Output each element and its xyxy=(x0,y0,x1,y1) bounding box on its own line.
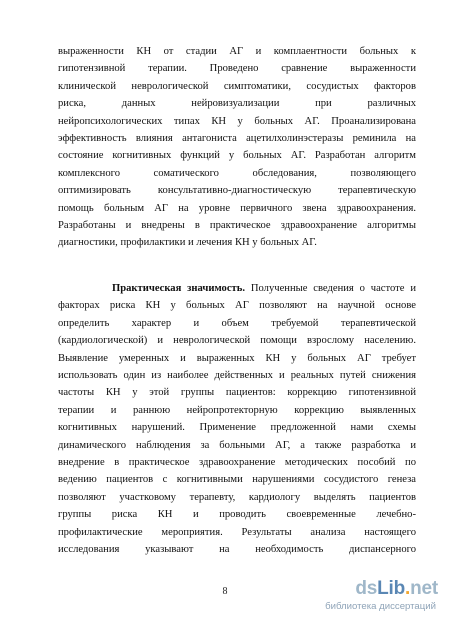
text-line: состояние когнитивных функций у больных АГ. Разработан алгоритм xyxy=(58,150,416,162)
text-line: внедрение в практическое здравоохранение методических пособий по xyxy=(58,457,416,469)
text-line: позволяют участковому терапевту, кардиологу выделять пациентов xyxy=(58,491,416,503)
section-heading: Практическая значимость. xyxy=(112,283,246,294)
text-line: динамического наблюдения за больными АГ, а также разработка и xyxy=(58,439,416,451)
text-line: клинической неврологической симптоматики, сосудистых факторов xyxy=(58,80,416,92)
text-line: группы риска КН и проводить своевременные лечебно- xyxy=(58,509,416,521)
watermark xyxy=(298,578,438,618)
text-fragment: Полученные сведения о частоте и xyxy=(250,283,416,294)
text-line: определить характер и объем требуемой терапевтической xyxy=(58,317,416,329)
text-line: (кардиологической) и неврологической помощи взрослому населению. xyxy=(58,335,416,347)
logo-net: net xyxy=(410,578,438,599)
logo-ds: ds xyxy=(355,578,378,599)
text-line: помощь больным АГ на уровне первичного звена здравоохранения. xyxy=(58,202,416,214)
paragraph-2 xyxy=(58,280,416,559)
text-line: исследования указывают на необходимость диспансерного xyxy=(58,544,416,556)
text-line-first xyxy=(58,280,416,297)
text-line: использовать один из наиболее действенных и реальных путей снижения xyxy=(58,370,416,382)
text-line: ведению пациентов с когнитивными нарушениями сосудистого генеза xyxy=(58,474,416,486)
text-line: эффективность влияния антагониста ацетилхолинэстеразы реминила на xyxy=(58,133,416,145)
text-line: комплексного соматического обследования, позволяющего xyxy=(58,167,416,179)
text-line: частоты КН у этой группы пациентов: коррекцию гипотензивной xyxy=(58,387,416,399)
text-line: диагностики, профилактики и лечения КН у больных АГ. xyxy=(58,237,317,249)
text-line: терапии и раннюю нейропротекторную коррекцию выявленных xyxy=(58,404,416,416)
text-line: когнитивных нарушений. Применение предложенной нами схемы xyxy=(58,422,416,434)
text-line: риска, данных нейровизуализации при различных xyxy=(58,98,416,110)
page-number: 8 xyxy=(222,586,228,597)
text-line: факторах риска КН у больных АГ позволяют на научной основе xyxy=(58,300,416,312)
watermark-logo xyxy=(355,578,438,600)
logo-lib: Lib xyxy=(377,578,405,599)
text-line: выраженности КН от стадии АГ и комплаентности больных к xyxy=(58,46,416,57)
text-line: Разработаны и внедрены в практическое здравоохранение алгоритмы xyxy=(58,220,416,232)
watermark-subtitle: библиотека диссертаций xyxy=(325,601,436,612)
text-line: профилактические мероприятия. Результаты анализа настоящего xyxy=(58,526,416,538)
paragraph-1 xyxy=(58,43,416,252)
text-line: гипотензивной терапии. Проведено сравнение выраженности xyxy=(58,63,416,75)
text-line: оптимизировать консультативно-диагностическую терапевтическую xyxy=(58,185,416,197)
logo-dot: . xyxy=(405,578,411,599)
text-line: нейропсихологических типах КН у больных АГ. Проанализирована xyxy=(58,115,416,127)
text-line: Выявление умеренных и выраженных КН у больных АГ требует xyxy=(58,352,416,364)
